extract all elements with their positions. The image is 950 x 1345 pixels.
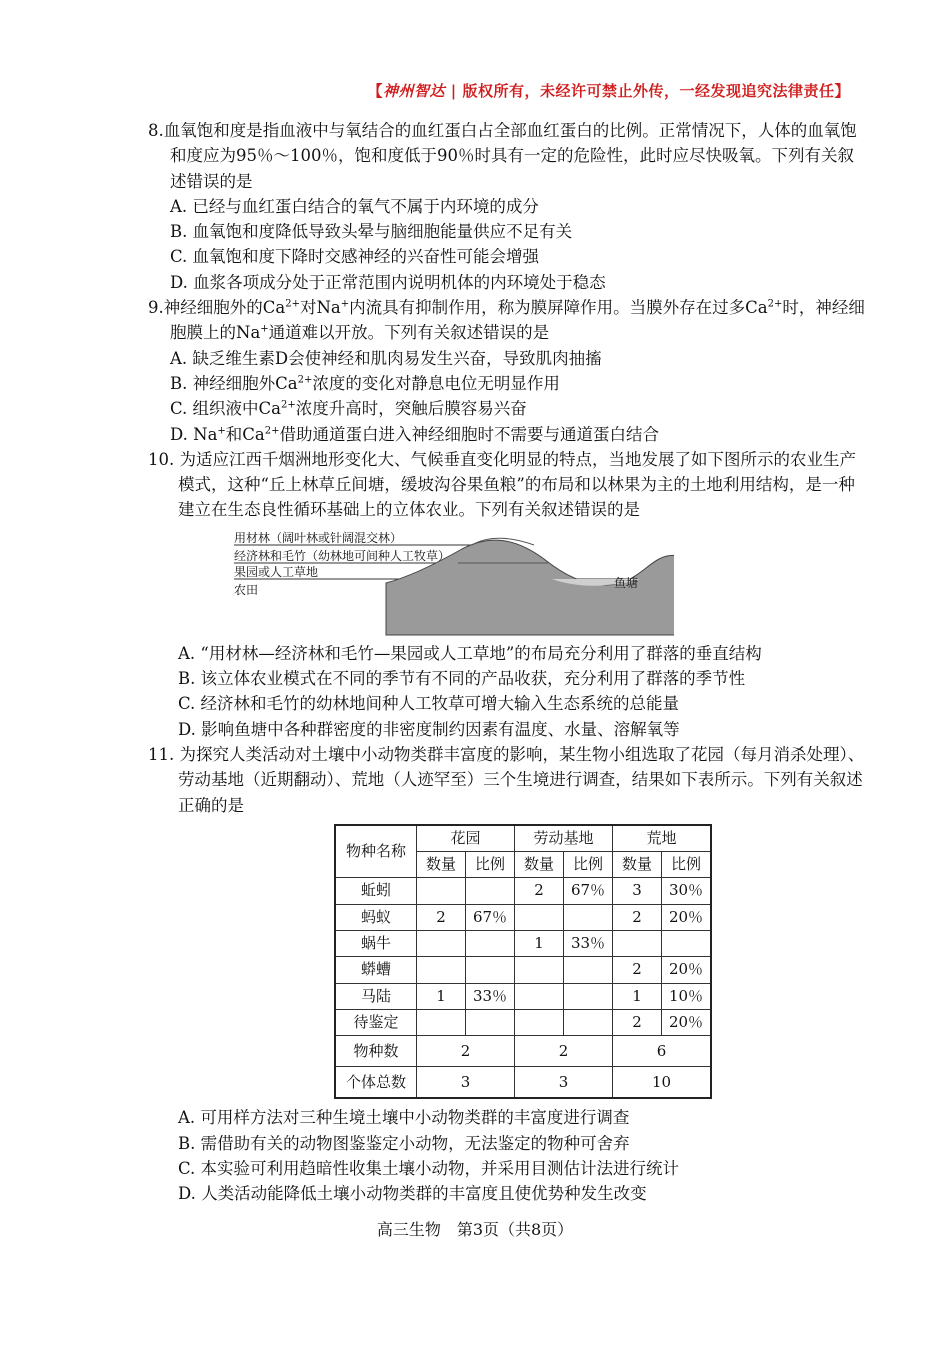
option-c: C. 经济林和毛竹的幼林地间种人工牧草可增大输入生态系统的总能量: [178, 694, 680, 714]
option-a: A. 已经与血红蛋白结合的氧气不属于内环境的成分: [170, 196, 539, 216]
publisher-logo: 神州智达: [383, 82, 446, 100]
table-cell: [417, 1009, 466, 1035]
table-cell: [564, 1009, 613, 1035]
table-subheader: 比例: [564, 852, 613, 878]
copyright-text: 版权所有，未经许可禁止外传，一经发现追究法律责任: [462, 82, 835, 100]
table-subheader: 数量: [515, 852, 564, 878]
table-cell: [417, 957, 466, 983]
option-part: 浓度升高时，突触后膜容易兴奋: [295, 399, 527, 419]
option-d: [148, 422, 868, 447]
table-cell: 3: [613, 878, 662, 904]
question-number: 10.: [148, 449, 175, 469]
question-8-text: 血氧饱和度是指血液中与氧结合的血红蛋白占全部血红蛋白的比例。正常情况下，人体的血氧饱和度应为95％～100％，饱和度低于90％时具有一定的危险性，此时应尽快吸氧。下列有关叙述错误的是: [163, 121, 857, 191]
option-b: [148, 371, 868, 396]
table-cell: 67％: [564, 878, 613, 904]
option-b: B. 血氧饱和度降低导致头晕与脑细胞能量供应不足有关: [170, 222, 573, 242]
question-8-stem: [148, 118, 868, 194]
ion-charge: 2+: [767, 298, 783, 310]
table-cell: [515, 957, 564, 983]
table-subheader: 比例: [662, 852, 712, 878]
option-d: D. 影响鱼塘中各种群密度的非密度制约因素有温度、水量、溶解氧等: [178, 719, 680, 739]
table-cell: 个体总数: [335, 1067, 417, 1099]
table-cell: 10: [613, 1067, 712, 1099]
survey-table: [334, 824, 712, 1099]
stem-part: 时，神经细胞膜上的Na: [170, 298, 865, 343]
table-row-total-count: [335, 1067, 711, 1099]
option-part: 和Ca: [225, 424, 265, 444]
page-footer: 高三生物 第3页（共8页）: [376, 1220, 574, 1239]
table-cell: 蚂蚁: [335, 904, 417, 930]
ion-charge: 2+: [297, 374, 313, 386]
table-header-row: [335, 825, 711, 852]
table-cell: [515, 1009, 564, 1035]
label-fish-pond: 鱼塘: [614, 575, 639, 590]
question-10-stem: [148, 447, 868, 523]
table-cell: 33％: [564, 931, 613, 957]
option-part: C. 组织液中Ca: [170, 399, 281, 419]
table-cell: [662, 931, 712, 957]
table-row: [335, 957, 711, 983]
table-row: [335, 878, 711, 904]
table-cell: 2: [417, 1036, 515, 1067]
question-11: [148, 742, 868, 1206]
label-orchard: 果园或人工草地: [234, 564, 319, 579]
stem-part: 对Na: [299, 298, 341, 318]
table-cell: 6: [613, 1036, 712, 1067]
option-part: B. 神经细胞外Ca: [170, 373, 298, 393]
question-number: 9.: [148, 298, 164, 318]
option-c: C. 本实验可利用趋暗性收集土壤小动物，并采用目测估计法进行统计: [178, 1158, 680, 1178]
table-cell: 10％: [662, 983, 712, 1009]
stem-part: 内流具有抑制作用，称为膜屏障作用。当膜外存在过多Ca: [349, 298, 768, 318]
option-a: A. 缺乏维生素D会使神经和肌肉易发生兴奋，导致肌肉抽搐: [170, 348, 602, 368]
table-cell: [466, 931, 515, 957]
table-cell: 2: [613, 1009, 662, 1035]
table-cell: 物种数: [335, 1036, 417, 1067]
table-cell: 马陆: [335, 983, 417, 1009]
table-cell: [564, 904, 613, 930]
option-d: D. 人类活动能降低土壤小动物类群的丰富度且使优势种发生改变: [178, 1184, 647, 1204]
copyright-header: 【神州智达 | 版权所有，未经许可禁止外传，一经发现追究法律责任】: [367, 82, 850, 100]
table-subheader: 数量: [417, 852, 466, 878]
table-cell: [515, 983, 564, 1009]
table-header-wasteland: 荒地: [613, 825, 712, 852]
table-cell: 蟒螬: [335, 957, 417, 983]
question-11-stem: [148, 742, 868, 818]
question-8: [148, 118, 868, 295]
table-row: [335, 931, 711, 957]
stem-part: 神经细胞外的Ca: [163, 298, 286, 318]
table-cell: [564, 983, 613, 1009]
question-10-text: 为适应江西千烟洲地形变化大、气候垂直变化明显的特点，当地发展了如下图所示的农业生产模式，这种“丘上林草丘间塘，缓坡沟谷果鱼粮”的布局和以林果为主的土地利用结构，是一种建立在生态良性循环基础上的立体农业。下列有关叙述错误的是: [178, 449, 856, 520]
ion-charge: 2+: [281, 399, 296, 411]
table-cell: 20％: [662, 1009, 712, 1035]
question-9-stem: [148, 295, 868, 346]
table-cell: 2: [417, 904, 466, 930]
table-cell: 1: [417, 983, 466, 1009]
option-b: B. 该立体农业模式在不同的季节有不同的产品收获，充分利用了群落的季节性: [178, 669, 746, 689]
table-cell: 待鉴定: [335, 1009, 417, 1035]
table-cell: 3: [515, 1067, 613, 1099]
table-cell: [466, 878, 515, 904]
table-cell: [564, 957, 613, 983]
label-timber-forest: 用材林（阔叶林或针阔混交林）: [234, 530, 403, 545]
question-10: [148, 447, 868, 742]
terrain-diagram: [234, 527, 674, 637]
table-cell: [613, 931, 662, 957]
option-a: A. “用材林—经济林和毛竹—果园或人工草地”的布局充分利用了群落的垂直结构: [178, 643, 762, 663]
ion-charge: +: [260, 323, 269, 335]
page-content: [148, 118, 868, 1206]
table-cell: 30％: [662, 878, 712, 904]
table-cell: 67％: [466, 904, 515, 930]
option-a: A. 可用样方法对三种生境土壤中小动物类群的丰富度进行调查: [178, 1108, 630, 1128]
table-cell: 20％: [662, 957, 712, 983]
table-row: [335, 1009, 711, 1035]
table-cell: [466, 1009, 515, 1035]
table-cell: [466, 957, 515, 983]
table-subheader: 比例: [466, 852, 515, 878]
table-row: [335, 904, 711, 930]
table-cell: 2: [515, 1036, 613, 1067]
table-row-species-count: [335, 1036, 711, 1067]
option-part: 借助通道蛋白进入神经细胞时不需要与通道蛋白结合: [279, 424, 660, 444]
table-cell: 3: [417, 1067, 515, 1099]
table-cell: [417, 878, 466, 904]
option-part: D. Na: [170, 424, 218, 444]
table-cell: 1: [515, 931, 564, 957]
question-number: 11.: [148, 744, 175, 764]
table-header-species: 物种名称: [335, 825, 417, 878]
option-b: B. 需借助有关的动物图鉴鉴定小动物，无法鉴定的物种可舍弃: [178, 1133, 630, 1153]
table-cell: 2: [613, 957, 662, 983]
table-cell: 1: [613, 983, 662, 1009]
table-cell: [417, 931, 466, 957]
option-c: C. 血氧饱和度下降时交感神经的兴奋性可能会增强: [170, 247, 540, 267]
table-header-labor-base: 劳动基地: [515, 825, 613, 852]
ion-charge: 2+: [264, 425, 280, 437]
table-row: [335, 983, 711, 1009]
option-d: D. 血浆各项成分处于正常范围内说明机体的内环境处于稳态: [170, 272, 606, 292]
table-cell: 蚯蚓: [335, 878, 417, 904]
table-cell: 2: [515, 878, 564, 904]
table-cell: 蜗牛: [335, 931, 417, 957]
table-cell: [515, 904, 564, 930]
table-cell: 2: [613, 904, 662, 930]
label-economic-forest: 经济林和毛竹（幼林地可间种人工牧草）: [234, 548, 451, 563]
option-part: 浓度的变化对静息电位无明显作用: [312, 373, 560, 393]
table-subheader: 数量: [613, 852, 662, 878]
table-header-garden: 花园: [417, 825, 515, 852]
option-c: [148, 396, 868, 421]
ion-charge: 2+: [285, 298, 300, 310]
table-cell: 33％: [466, 983, 515, 1009]
ion-charge: +: [340, 298, 350, 310]
label-farmland: 农田: [234, 582, 259, 597]
question-9: [148, 295, 868, 447]
table-cell: 20％: [662, 904, 712, 930]
question-number: 8.: [148, 121, 164, 140]
question-11-text: 为探究人类活动对土壤中小动物类群丰富度的影响，某生物小组选取了花园（每月消杀处理）、劳动基地（近期翻动）、荒地（人迹罕至）三个生境进行调查，结果如下表所示。下列有关叙述正确的是: [178, 744, 865, 815]
stem-part: 通道难以开放。下列有关叙述错误的是: [268, 323, 550, 343]
ion-charge: +: [217, 425, 226, 437]
